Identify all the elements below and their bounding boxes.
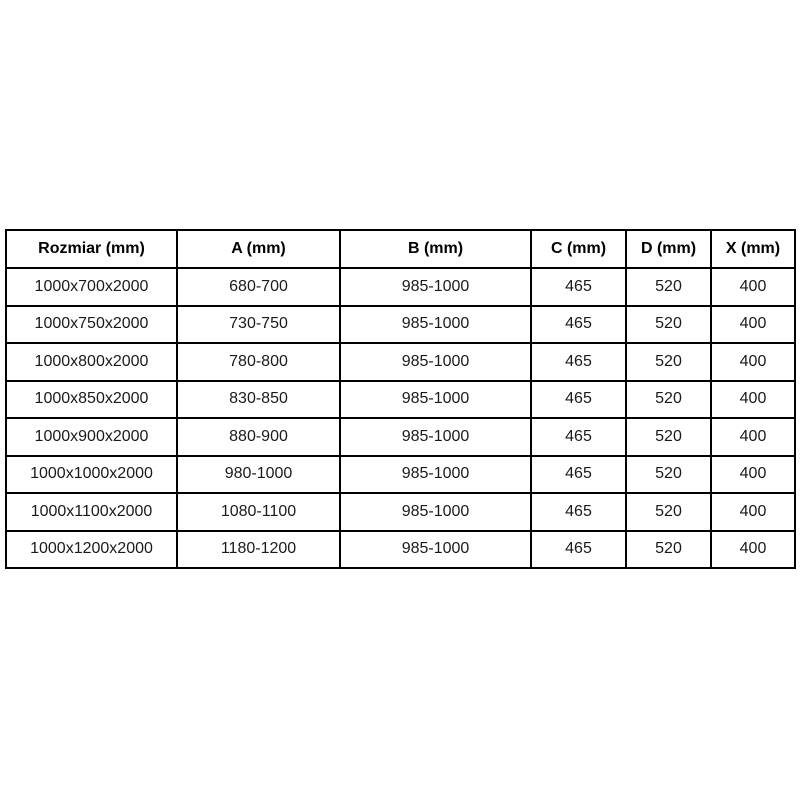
table-cell: 1000x850x2000 [6,381,177,419]
table-row [6,418,795,456]
table-cell: 400 [711,306,795,344]
table-cell: 520 [626,456,711,494]
table-cell: 465 [531,456,626,494]
header-cell-b: B (mm) [340,230,531,268]
table-row [6,493,795,531]
table-cell: 520 [626,531,711,569]
table-cell: 465 [531,418,626,456]
table-cell: 985-1000 [340,268,531,306]
table-cell: 880-900 [177,418,340,456]
table-cell: 400 [711,381,795,419]
table-row [6,268,795,306]
table-cell: 520 [626,343,711,381]
table-cell: 985-1000 [340,456,531,494]
table-cell: 1000x700x2000 [6,268,177,306]
table-cell: 520 [626,493,711,531]
table-cell: 465 [531,493,626,531]
table-cell: 465 [531,381,626,419]
table-cell: 400 [711,343,795,381]
table-cell: 465 [531,306,626,344]
table-cell: 1180-1200 [177,531,340,569]
table-cell: 985-1000 [340,531,531,569]
table-cell: 1000x1000x2000 [6,456,177,494]
table-cell: 520 [626,268,711,306]
table-cell: 985-1000 [340,381,531,419]
table-cell: 730-750 [177,306,340,344]
table-cell: 1080-1100 [177,493,340,531]
table-cell: 400 [711,418,795,456]
header-cell-rozmiar: Rozmiar (mm) [6,230,177,268]
dimensions-table-container [5,229,796,569]
table-cell: 520 [626,418,711,456]
table-cell: 1000x1100x2000 [6,493,177,531]
dimensions-table [5,229,796,569]
header-cell-x: X (mm) [711,230,795,268]
table-cell: 830-850 [177,381,340,419]
table-cell: 400 [711,531,795,569]
table-cell: 1000x750x2000 [6,306,177,344]
table-row [6,456,795,494]
header-cell-a: A (mm) [177,230,340,268]
table-cell: 985-1000 [340,343,531,381]
table-cell: 400 [711,268,795,306]
table-cell: 985-1000 [340,418,531,456]
table-cell: 465 [531,268,626,306]
table-cell: 1000x900x2000 [6,418,177,456]
table-cell: 980-1000 [177,456,340,494]
table-cell: 465 [531,343,626,381]
table-cell: 465 [531,531,626,569]
table-cell: 400 [711,456,795,494]
table-cell: 680-700 [177,268,340,306]
header-cell-d: D (mm) [626,230,711,268]
table-cell: 985-1000 [340,493,531,531]
table-row [6,531,795,569]
table-cell: 1000x1200x2000 [6,531,177,569]
table-cell: 985-1000 [340,306,531,344]
table-cell: 780-800 [177,343,340,381]
table-cell: 520 [626,381,711,419]
table-row [6,381,795,419]
table-cell: 400 [711,493,795,531]
table-row [6,343,795,381]
header-row [6,230,795,268]
table-cell: 520 [626,306,711,344]
header-cell-c: C (mm) [531,230,626,268]
table-cell: 1000x800x2000 [6,343,177,381]
table-row [6,306,795,344]
